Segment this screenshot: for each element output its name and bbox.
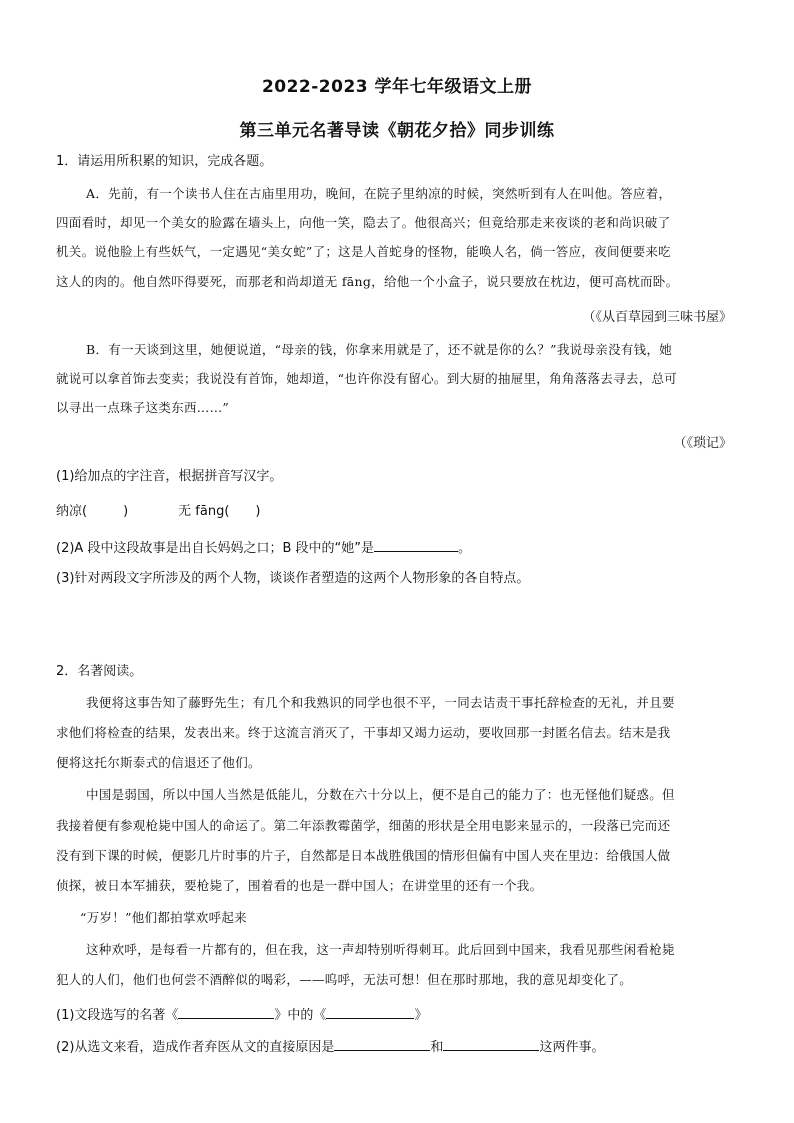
q1-passage-b-line: B．有一天谈到这里，她便说道，“母亲的钱，你拿来用就是了，还不就是你的么？”我说母亲没有钱，她 [86,342,673,357]
q1-source-b: （《琐记》 [673,436,732,451]
q1-stem: 1．请运用所积累的知识，完成各题。 [56,154,273,169]
q1-sub1: (1)给加点的字注音，根据拼音写汉字。 [56,469,283,484]
answer-blank[interactable] [178,1005,274,1019]
answer-blank[interactable] [334,1037,430,1051]
q2-para4-line: 犯人的人们，他们也何尝不酒醉似的喝彩，——呜呼，无法可想！但在那时那地，我的意见却变化了。 [56,972,633,987]
q1-sub1-answers [56,500,746,519]
pinyin-item-close: ) [123,504,129,519]
q2-para3: “万岁！”他们都拍掌欢呼起来 [80,910,247,925]
q1-sub2-end: 。 [457,541,471,556]
document-subtitle: 第三单元名著导读《朝花夕拾》同步训练 [239,121,555,141]
q2-sub1 [56,1004,746,1023]
q2-stem: 2．名著阅读。 [56,664,143,679]
q2-para1-line: 我便将这事告知了藤野先生；有几个和我熟识的同学也很不平，一同去诘责干事托辞检查的无礼，并且要 [86,695,675,710]
answer-blank[interactable] [374,538,458,552]
q1-passage-b-line: 以寻出一点珠子这类东西……” [56,400,230,415]
answer-blank[interactable] [326,1005,414,1019]
q1-passage-a-line: 这人的肉的。他自然吓得要死，而那老和尚却道无 fāng，给他一个小盒子，说只要放在枕边，便可高枕而卧。 [56,274,679,289]
hanzi-item-close: ) [255,504,261,519]
q2-sub2-text: 这两件事。 [539,1040,605,1055]
q2-para2-line: 没有到下课的时候，便影几片时事的片子，自然都是日本战胜俄国的情形但偏有中国人夹在里边：给俄国人做 [56,848,671,863]
q1-passage-a-line: 机关。说他脸上有些妖气，一定遇见“美女蛇”了；这是人首蛇身的怪物，能唤人名，倘一答应，夜间便要来吃 [56,244,671,259]
q2-para2-line: 中国是弱国，所以中国人当然是低能儿，分数在六十分以上，便不是自己的能力了：也无怪他们疑惑。但 [86,787,675,802]
q2-sub1-text: 》 [414,1008,428,1023]
q2-sub2-text: (2)从选文来看，造成作者弃医从文的直接原因是 [56,1040,335,1055]
q2-sub2-text: 和 [430,1040,444,1055]
answer-blank[interactable] [443,1037,539,1051]
q2-para4-line: 这种欢呼，是每看一片都有的，但在我，这一声却特别听得刺耳。此后回到中国来，我看见那些闲看枪毙 [86,942,675,957]
q2-para1-line: 便将这托尔斯泰式的信退还了他们。 [56,755,261,770]
q2-sub1-text: 》中的《 [274,1008,327,1023]
q1-passage-b-line: 就说可以拿首饰去变卖；我说没有首饰，她却道，“也许你没有留心。到大厨的抽屉里，角角落落去寻去，总可 [56,371,678,386]
q2-para2-line: 我接着便有参观枪毙中国人的命运了。第二年添教霉菌学，细菌的形状是全用电影来显示的，一段落已完而还 [56,818,671,833]
q1-sub3: (3)针对两段文字所涉及的两个人物，谈谈作者塑造的这两个人物形象的各自特点。 [56,571,530,586]
q2-para2-line: 侦探，被日本军捕获，要枪毙了，围着看的也是一群中国人；在讲堂里的还有一个我。 [56,878,543,893]
q2-para1-line: 求他们将检查的结果，发表出来。终于这流言消灭了，干事却又竭力运动，要收回那一封匿名信去。结末是我 [56,725,671,740]
document-title: 2022-2023 学年七年级语文上册 [261,77,533,97]
q2-sub1-text: (1)文段选写的名著《 [56,1008,179,1023]
q1-sub2-text: (2)A 段中这段故事是出自长妈妈之口；B 段中的“她”是 [56,541,374,556]
q1-sub2 [56,537,746,556]
q1-passage-a-line: 四面看时，却见一个美女的脸露在墙头上，向他一笑，隐去了。他很高兴；但竟给那走来夜谈的老和尚识破了 [56,215,671,230]
pinyin-item-label: 纳凉( [56,504,88,519]
hanzi-item-label: 无 fāng( [178,504,230,519]
q2-sub2 [56,1036,746,1055]
q1-passage-a-line: A．先前，有一个读书人住在古庙里用功，晚间，在院子里纳凉的时候，突然听到有人在叫他。答应着， [86,186,672,201]
q1-source-a: （《从百草园到三味书屋》 [582,310,732,325]
